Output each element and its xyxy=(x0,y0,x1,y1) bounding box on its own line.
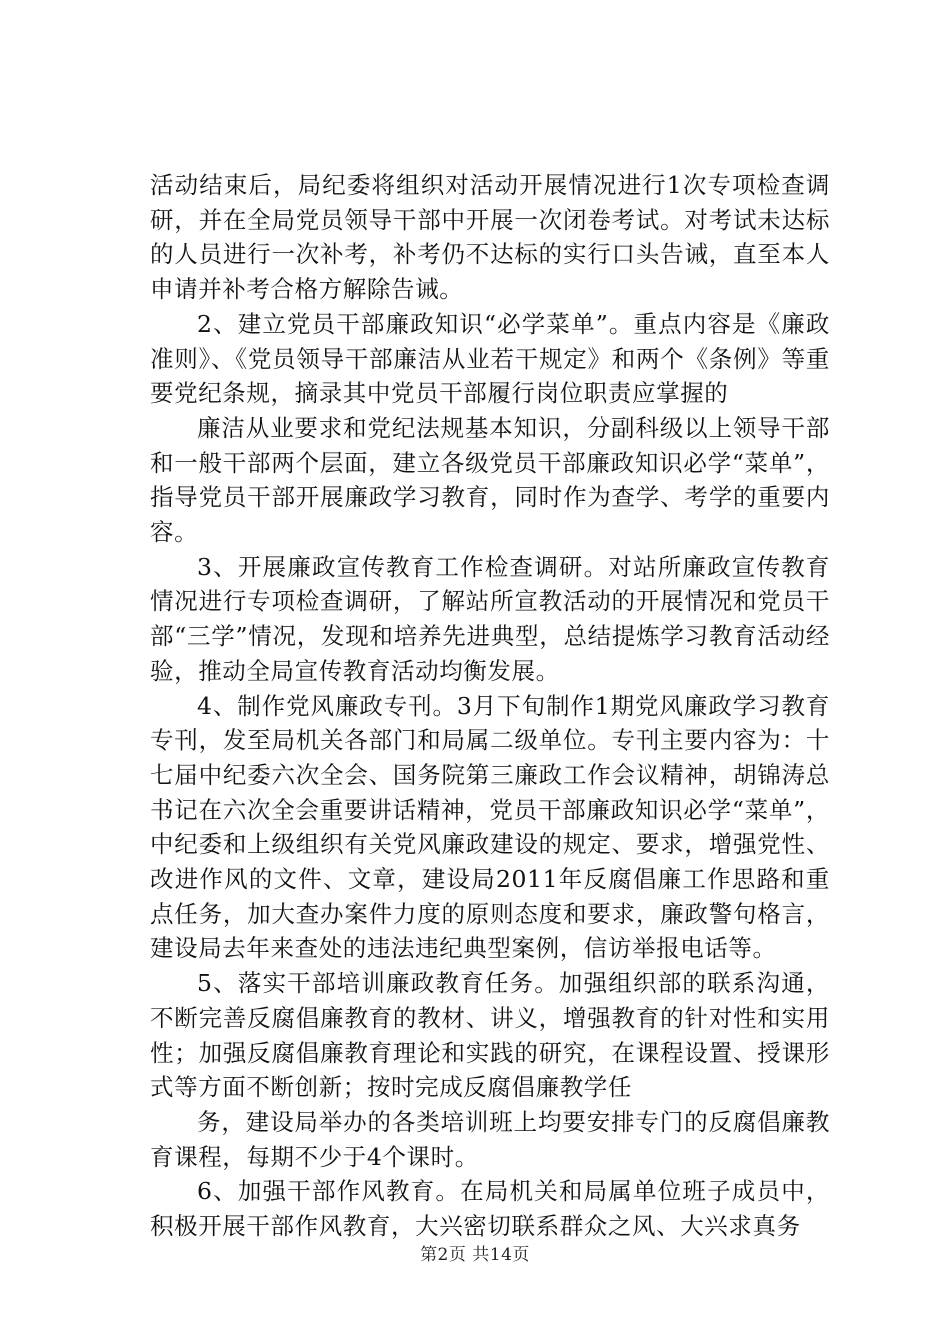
document-body xyxy=(150,168,830,1244)
paragraph-item-2-continued: 廉洁从业要求和党纪法规基本知识，分副科级以上领导干部和一般干部两个层面，建立各级党员干部廉政知识必学“菜单”，指导党员干部开展廉政学习教育，同时作为查学、考学的重要内容。 xyxy=(150,413,830,547)
page-number-footer: 第2页 共14页 xyxy=(420,1245,530,1265)
paragraph-item-2: 2、建立党员干部廉政知识“必学菜单”。重点内容是《廉政准则》、《党员领导干部廉洁从业若干规定》和两个《条例》等重要党纪条规，摘录其中党员干部履行岗位职责应掌握的 xyxy=(150,309,830,408)
paragraph-item-5-continued: 务，建设局举办的各类培训班上均要安排专门的反腐倡廉教育课程，每期不少于4个课时。 xyxy=(150,1107,830,1171)
paragraph-continuation: 活动结束后，局纪委将组织对活动开展情况进行1次专项检查调研，并在全局党员领导干部中开展一次闭卷考试。对考试未达标的人员进行一次补考，补考仍不达标的实行口头告诫，直至本人申请并补考合格方解除告诫。 xyxy=(150,171,830,304)
paragraph-item-4: 4、制作党风廉政专刊。3月下旬制作1期党风廉政学习教育专刊，发至局机关各部门和局属二级单位。专刊主要内容为：十七届中纪委六次全会、国务院第三廉政工作会议精神，胡锦涛总书记在六次全会重要讲话精神，党员干部廉政知识必学“菜单”，中纪委和上级组织有关党风廉政建设的规定、要求，增强党性、改进作风的文件、文章，建设局2011年反腐倡廉工作思路和重点任务，加大查办案件力度的原则态度和要求，廉政警句格言，建设局去年来查处的违法违纪典型案例，信访举报电话等。 xyxy=(150,691,830,963)
paragraph-item-5: 5、落实干部培训廉政教育任务。加强组织部的联系沟通，不断完善反腐倡廉教育的教材、讲义，增强教育的针对性和实用性；加强反腐倡廉教育理论和实践的研究，在课程设置、授课形式等方面不断创新；按时完成反腐倡廉教学任 xyxy=(150,969,830,1102)
paragraph-item-6: 6、加强干部作风教育。在局机关和局属单位班子成员中，积极开展干部作风教育，大兴密切联系群众之风、大兴求真务 xyxy=(150,1177,830,1241)
paragraph-item-3: 3、开展廉政宣传教育工作检查调研。对站所廉政宣传教育情况进行专项检查调研，了解站所宣教活动的开展情况和党员干部“三学”情况，发现和培养先进典型，总结提炼学习教育活动经验，推动全局宣传教育活动均衡发展。 xyxy=(150,552,830,685)
